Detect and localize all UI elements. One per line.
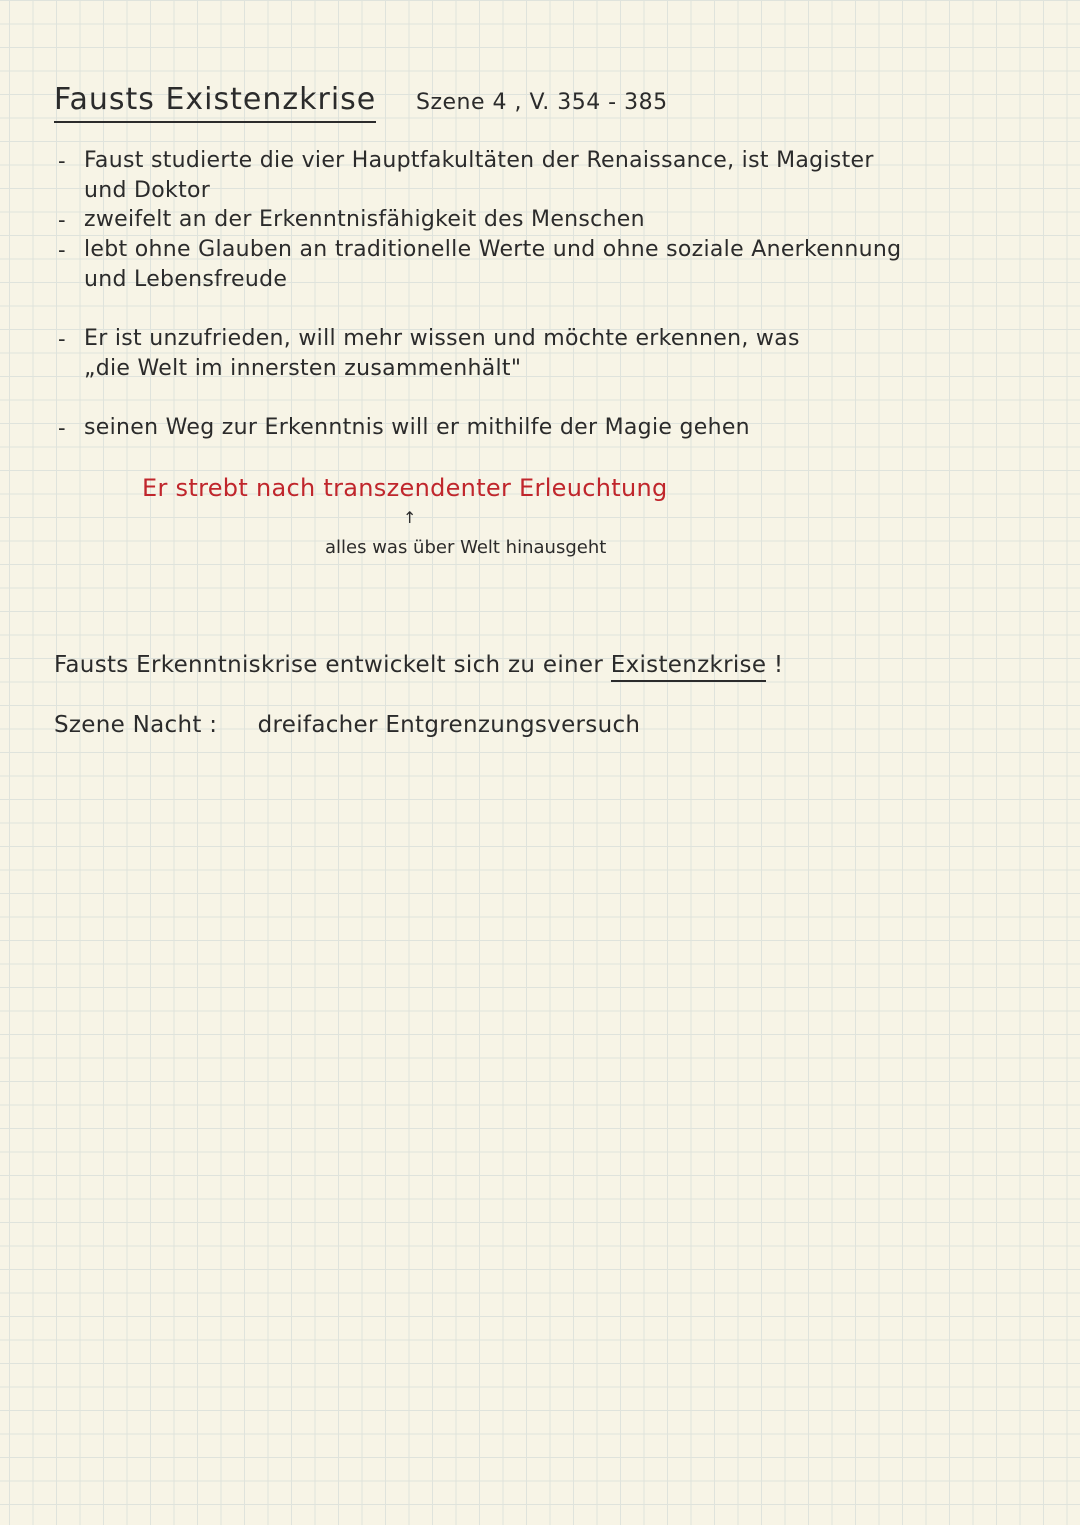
highlight-note: alles was über Welt hinausgeht — [325, 537, 607, 558]
page-title: Fausts Existenzkrise — [54, 82, 376, 123]
bullet-4-line-1: Er ist unzufrieden, will mehr wissen und möchte erkennen, was — [84, 326, 800, 351]
bullet-1-line-1: Faust studierte die vier Hauptfakultäten der Renaissance, ist Magister — [84, 148, 874, 173]
conclusion-suffix: ! — [773, 652, 784, 678]
bullet-2: zweifelt an der Erkenntnisfähigkeit des Menschen — [84, 207, 645, 232]
highlight-red-text: Er strebt nach transzendenter Erleuchtung — [142, 474, 668, 502]
bullet-1-line-2: und Doktor — [84, 178, 211, 203]
bullet-3-line-1: lebt ohne Glauben an traditionelle Werte und ohne soziale Anerkennung — [84, 237, 902, 262]
bullet-dash: - — [58, 327, 66, 351]
title-row — [54, 82, 376, 126]
bullet-dash: - — [58, 416, 66, 440]
scene-night-text: dreifacher Entgrenzungsversuch — [257, 712, 641, 738]
scene-night-line — [54, 712, 640, 738]
conclusion-keyword: Existenzkrise — [611, 652, 767, 682]
bullet-dash: - — [58, 208, 66, 232]
bullet-5: seinen Weg zur Erkenntnis will er mithilfe der Magie gehen — [84, 415, 750, 440]
bullet-3-line-2: und Lebensfreude — [84, 267, 288, 292]
bullet-4-line-2: „die Welt im innersten zusammenhält" — [84, 356, 522, 381]
scene-reference: Szene 4 , V. 354 - 385 — [416, 90, 668, 115]
bullet-dash: - — [58, 238, 66, 262]
arrow-up-icon: ↑ — [403, 508, 417, 527]
bullet-dash: - — [58, 149, 66, 173]
conclusion-prefix: Fausts Erkenntniskrise entwickelt sich zu einer — [54, 652, 604, 678]
conclusion-line — [54, 652, 783, 682]
scene-night-label: Szene Nacht : — [54, 712, 218, 738]
